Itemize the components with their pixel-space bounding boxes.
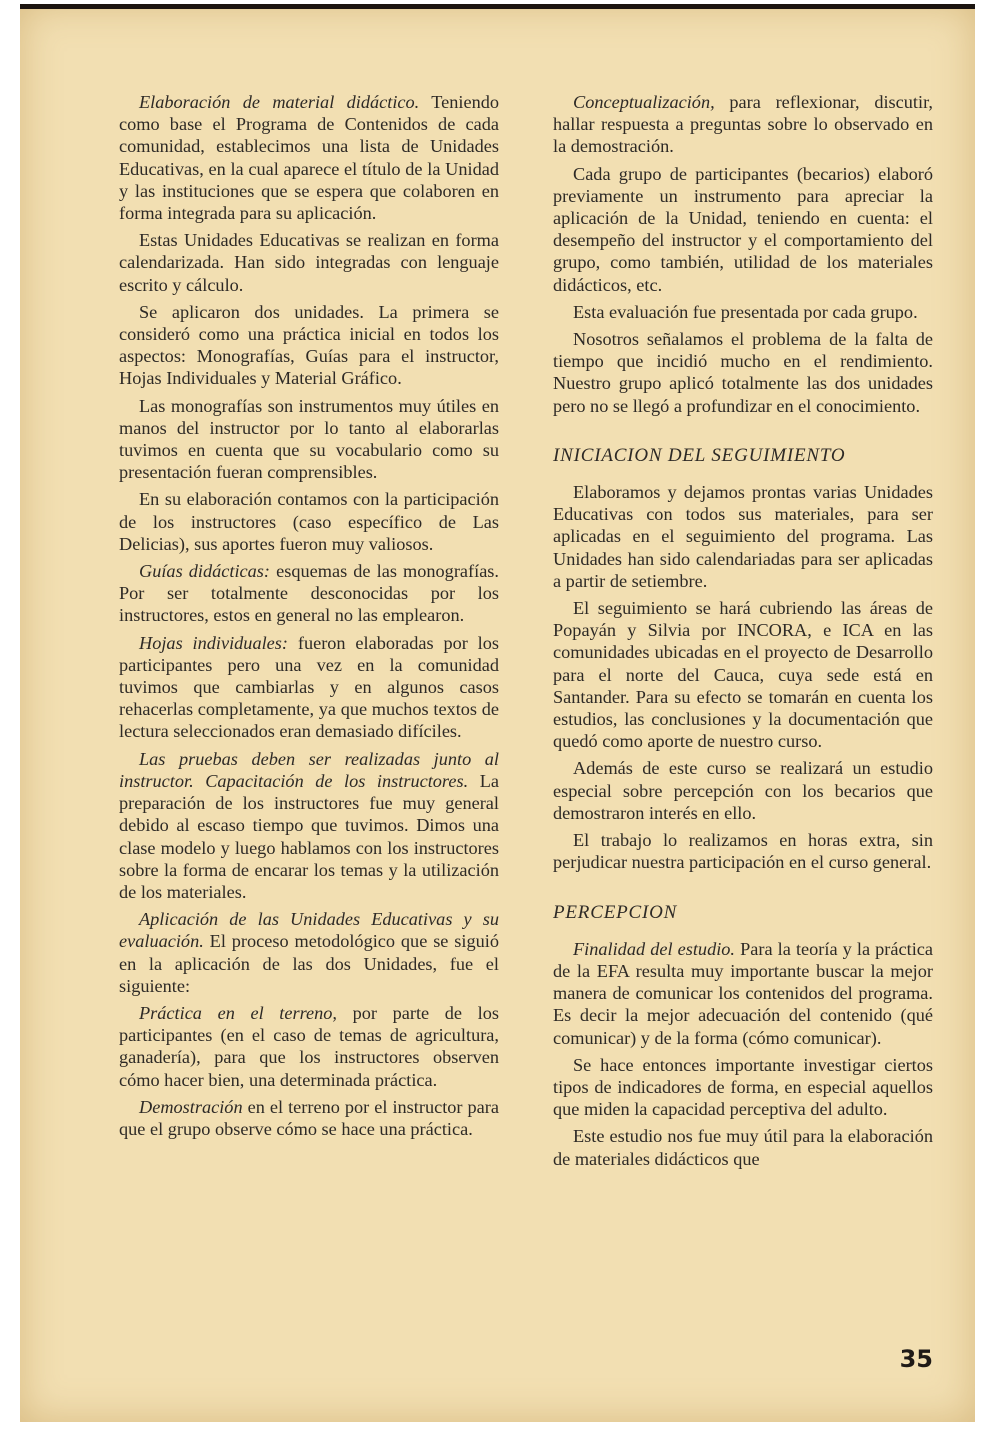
paragraph-lead: Finalidad del estudio. xyxy=(573,938,735,959)
paragraph-text: fueron elaboradas por los participantes pero una vez en la comunidad tuvimos que cambiarlas y en algunos casos rehacerlas completamente, ya que muchos textos de lectura seleccionados eran demasiado difíciles. xyxy=(119,632,500,742)
paragraph xyxy=(553,597,933,752)
paragraph-text: Esta evaluación fue presentada por cada grupo. xyxy=(573,301,918,322)
paragraph-lead: Elaboración de material didáctico. xyxy=(139,92,420,112)
top-edge xyxy=(20,4,975,9)
paragraph-lead: Las pruebas deben ser realizadas junto al instructor. Capacitación de los instructores. xyxy=(119,748,499,791)
paragraph-lead: Hojas individuales: xyxy=(139,632,288,653)
paragraph-text: Estas Unidades Educativas se realizan en forma calendarizada. Han sido integradas con lenguaje escrito y cálculo. xyxy=(119,230,499,295)
paragraph xyxy=(119,908,499,997)
paragraph-lead: Conceptualización, xyxy=(573,92,715,112)
paragraph-text: En su elaboración contamos con la participación de los instructores (caso específico de Las Delicias), sus aportes fueron muy valiosos. xyxy=(119,489,499,554)
left-column xyxy=(119,91,499,1145)
page-number: 35 xyxy=(899,1345,933,1373)
paragraph xyxy=(553,1125,933,1169)
paragraph-text: Este estudio nos fue muy útil para la elaboración de materiales didácticos que xyxy=(553,1126,933,1169)
paragraph-text: esquemas de las monografías. Por ser totalmente desconocidas por los instructores, estos en general no las emplearon. xyxy=(119,561,499,626)
paragraph-text: La preparación de los instructores fue muy general debido al escaso tiempo que tuvimos. Dimos una clase modelo y luego hablamos con los instructores sobre la forma de encarar los temas y la utilización de los materiales. xyxy=(119,770,499,902)
paragraph xyxy=(553,757,933,824)
paragraph xyxy=(119,229,499,296)
paragraph xyxy=(553,481,933,592)
paragraph-text: Se hace entonces importante investigar ciertos tipos de indicadores de forma, en especial aquellos que miden la capacidad perceptiva del adulto. xyxy=(553,1054,933,1120)
paragraph-text: Además de este curso se realizará un estudio especial sobre percepción con los becarios que demostraron interés en ello. xyxy=(553,758,933,823)
paragraph xyxy=(119,488,499,555)
paragraph xyxy=(119,748,499,903)
paragraph-text: El seguimiento se hará cubriendo las áreas de Popayán y Silvia por INCORA, e ICA en las comunidades ubicadas en el proyecto de Desarrollo para el norte del Cauca, cuya sede está en Santander. Para su efecto se tomarán en cuenta los estudios, las conclusiones y la documentación que quedó como aporte de nuestro curso. xyxy=(553,598,933,752)
paragraph xyxy=(553,829,933,873)
section-heading: PERCEPCION xyxy=(553,901,678,923)
paragraph-lead: Práctica en el terreno, xyxy=(139,1002,337,1023)
paragraph xyxy=(119,301,499,390)
paragraph xyxy=(553,328,933,417)
paragraph-text: Las monografías son instrumentos muy útiles en manos del instructor por lo tanto al elaborarlas tuvimos en cuenta que su vocabulario como su presentación fueran comprensibles. xyxy=(119,395,499,483)
section-heading: INICIACION DEL SEGUIMIENTO xyxy=(553,444,846,466)
paragraph-text: Nosotros señalamos el problema de la falta de tiempo que incidió mucho en el rendimiento. Nuestro grupo aplicó totalmente las dos unidades pero no se llegó a profundizar en el conocimiento. xyxy=(553,329,933,416)
paragraph-text: Se aplicaron dos unidades. La primera se consideró como una práctica inicial en todos los aspectos: Monografías, Guías para el instructor, Hojas Individuales y Material Gráfico. xyxy=(119,301,499,389)
paragraph-lead: Guías didácticas: xyxy=(139,561,271,582)
paragraph-text: para reflexionar, discutir, hallar respuesta a preguntas sobre lo observado en la demostración. xyxy=(553,92,933,157)
paragraph xyxy=(119,632,499,743)
paragraph xyxy=(553,301,933,323)
paragraph-text: en el terreno por el instructor para que el grupo observe cómo se hace una práctica. xyxy=(119,1096,499,1139)
paragraph-lead: Aplicación de las Unidades Educativas y su evaluación. xyxy=(119,909,499,952)
paragraph xyxy=(119,560,499,627)
paragraph xyxy=(119,1002,499,1091)
paragraph-text: El trabajo lo realizamos en horas extra, sin perjudicar nuestra participación en el curso general. xyxy=(553,830,933,873)
paragraph-text: Teniendo como base el Programa de Contenidos de cada comunidad, establecimos una lista de Unidades Educativas, en la cual aparece el título de la Unidad y las instituciones que se espera que colaboren en forma integrada para su aplicación. xyxy=(119,92,500,224)
paragraph-text: Cada grupo de participantes (becarios) elaboró previamente un instrumento para apreciar la aplicación de la Unidad, teniendo en cuenta: el desempeño del instructor y el comportamiento del grupo, como también, utilidad de los materiales didácticos, etc. xyxy=(553,163,933,295)
paragraph xyxy=(119,395,499,484)
scanned-page xyxy=(20,4,975,1422)
right-column xyxy=(553,91,933,1175)
paragraph-lead: Demostración xyxy=(139,1096,243,1117)
paragraph-text: Elaboramos y dejamos prontas varias Unidades Educativas con todos sus materiales, para ser aplicadas en el seguimiento del programa. Las Unidades han sido calendariadas para ser aplicadas a partir de setiembre. xyxy=(553,482,933,591)
paragraph xyxy=(119,91,499,224)
paragraph xyxy=(553,91,933,158)
paragraph xyxy=(119,1096,499,1140)
paragraph-text: El proceso metodológico que se siguió en la aplicación de las dos Unidades, fue el siguiente: xyxy=(119,931,499,996)
paragraph xyxy=(553,163,933,296)
paragraph xyxy=(553,1054,933,1121)
paragraph xyxy=(553,938,933,1049)
paragraph-text: Para la teoría y la práctica de la EFA resulta muy importante buscar la mejor manera de comunicar los contenidos del programa. Es decir la mejor adecuación del contenido (qué comunicar) y de la forma (cómo comunicar). xyxy=(553,938,933,1048)
paragraph-text: por parte de los participantes (en el caso de temas de agricultura, ganadería), para que los instructores observen cómo hacer bien, una determinada práctica. xyxy=(119,1002,499,1090)
